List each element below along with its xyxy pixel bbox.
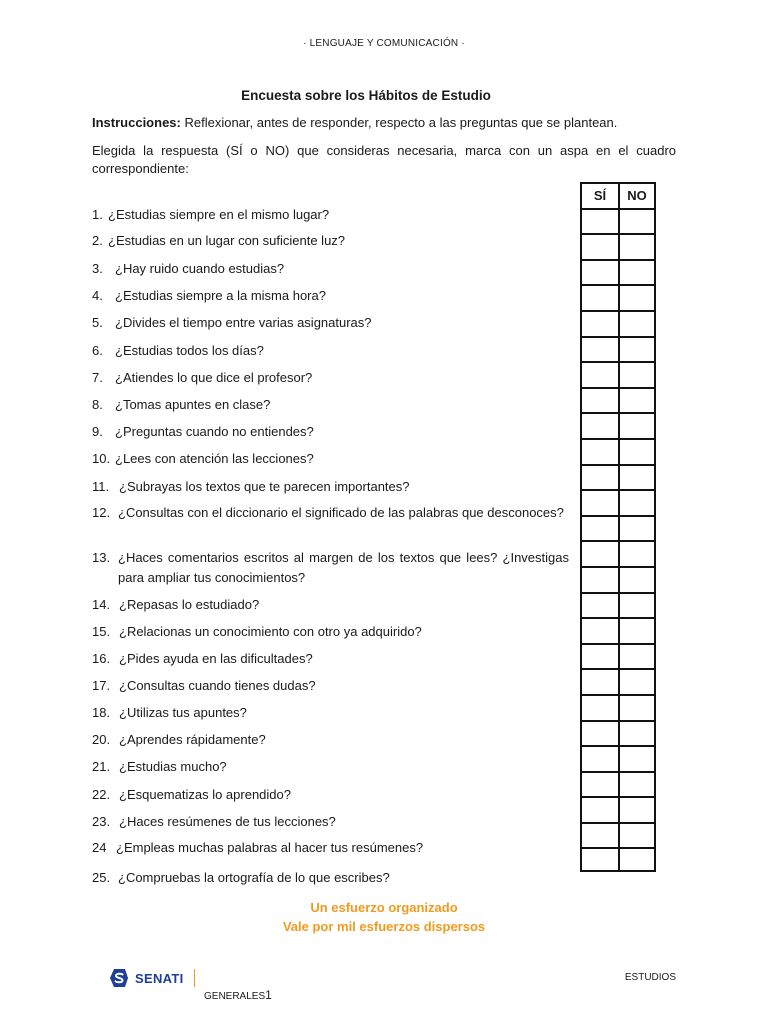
instructions-label: Instrucciones:: [92, 115, 181, 130]
grid-row-line: [580, 208, 656, 210]
motto-line-2: Vale por mil esfuerzos dispersos: [282, 919, 486, 934]
grid-row-line: [580, 771, 656, 773]
question-item: [92, 341, 569, 361]
question-text: ¿Repasas lo estudiado?: [119, 597, 260, 612]
question-number: 18.: [92, 705, 111, 720]
question-text: ¿Esquematizas lo aprendido?: [119, 787, 291, 802]
grid-row-line: [580, 182, 656, 184]
grid-row-line: [580, 438, 656, 440]
question-item: [92, 477, 569, 497]
grid-row-line: [580, 259, 656, 261]
answer-grid: [580, 182, 656, 872]
question-text: ¿Estudias siempre en el mismo lugar?: [108, 207, 330, 222]
grid-row-line: [580, 566, 656, 568]
instructions-text: Reflexionar, antes de responder, respecto a las preguntas que se plantean.: [180, 115, 618, 130]
footer-estudios: ESTUDIOS: [624, 972, 676, 983]
grid-row-line: [580, 668, 656, 670]
question-text: ¿Haces resúmenes de tus lecciones?: [119, 814, 336, 829]
question-text: ¿Hay ruido cuando estudias?: [115, 261, 285, 276]
question-text: ¿Aprendes rápidamente?: [119, 732, 266, 747]
question-number: 3.: [92, 261, 103, 276]
grid-row-line: [580, 870, 656, 872]
grid-row-line: [580, 643, 656, 645]
grid-row-line: [580, 592, 656, 594]
grid-row-line: [580, 310, 656, 312]
logo-divider: [194, 969, 196, 987]
question-number: 6.: [92, 343, 103, 358]
grid-row-line: [580, 617, 656, 619]
question-text: ¿Pides ayuda en las dificultades?: [119, 651, 313, 666]
question-item: [92, 449, 569, 469]
question-number: 12.: [92, 505, 111, 520]
question-item: [92, 205, 569, 225]
question-item: [92, 838, 569, 858]
question-item: [92, 422, 569, 442]
logo-text: SENATI: [135, 970, 184, 986]
grid-row-line: [580, 540, 656, 542]
question-number: 25.: [92, 870, 111, 885]
question-number: 1.: [92, 207, 103, 222]
question-text: ¿Empleas muchas palabras al hacer tus resúmenes?: [116, 840, 424, 855]
question-item: [92, 503, 569, 523]
question-text: ¿Estudias siempre a la misma hora?: [115, 288, 326, 303]
page-number: 1: [265, 988, 272, 1002]
grid-header-no: NO: [627, 188, 647, 203]
motto-line-1: Un esfuerzo organizado: [310, 900, 458, 915]
question-item: [92, 259, 569, 279]
grid-row-line: [580, 387, 656, 389]
grid-row-line: [580, 515, 656, 517]
question-item: [92, 231, 569, 251]
question-item: [92, 730, 569, 750]
question-text: ¿Subrayas los textos que te parecen importantes?: [119, 479, 410, 494]
question-text: ¿Compruebas la ortografía de lo que escribes?: [118, 870, 390, 885]
question-item: [92, 703, 569, 723]
question-item: [92, 812, 569, 832]
question-number: 11.: [92, 479, 110, 494]
grid-row-line: [580, 720, 656, 722]
answer-instructions: Elegida la respuesta (SÍ o NO) que consideras necesaria, marca con un aspa en el cuadro correspondiente:: [92, 143, 676, 176]
question-item: [92, 548, 569, 588]
question-number: 24: [92, 840, 107, 855]
question-text: ¿Preguntas cuando no entiendes?: [115, 424, 314, 439]
question-text: ¿Estudias mucho?: [119, 759, 227, 774]
question-number: 17.: [92, 678, 111, 693]
question-number: 21.: [92, 759, 111, 774]
grid-row-line: [580, 694, 656, 696]
question-text: ¿Haces comentarios escritos al margen de los textos que lees? ¿Investigas para ampliar tus conocimientos?: [118, 550, 569, 585]
question-text: ¿Lees con atención las lecciones?: [115, 451, 314, 466]
question-text: ¿Tomas apuntes en clase?: [115, 397, 271, 412]
survey-title: Encuesta sobre los Hábitos de Estudio: [241, 88, 491, 103]
grid-row-line: [580, 464, 656, 466]
question-number: 4.: [92, 288, 103, 303]
question-text: ¿Relacionas un conocimiento con otro ya adquirido?: [119, 624, 422, 639]
grid-row-line: [580, 336, 656, 338]
question-number: 22.: [92, 787, 111, 802]
question-number: 15.: [92, 624, 111, 639]
question-number: 2.: [92, 233, 103, 248]
question-item: [92, 395, 569, 415]
question-item: [92, 595, 569, 615]
question-text: ¿Consultas con el diccionario el significado de las palabras que desconoces?: [118, 505, 564, 520]
question-text: ¿Estudias en un lugar con suficiente luz?: [108, 233, 346, 248]
generales-text: GENERALES: [204, 991, 266, 1002]
grid-row-line: [580, 822, 656, 824]
question-text: ¿Consultas cuando tienes dudas?: [119, 678, 316, 693]
question-item: [92, 757, 569, 777]
grid-row-line: [580, 847, 656, 849]
question-number: 8.: [92, 397, 103, 412]
question-item: [92, 785, 569, 805]
question-item: [92, 313, 569, 333]
grid-row-line: [580, 745, 656, 747]
grid-row-line: [580, 284, 656, 286]
page-header: · LENGUAJE Y COMUNICACIÓN ·: [303, 38, 465, 49]
question-text: ¿Utilizas tus apuntes?: [119, 705, 247, 720]
question-number: 20.: [92, 732, 111, 747]
question-number: 14.: [92, 597, 111, 612]
question-number: 5.: [92, 315, 103, 330]
question-item: [92, 676, 569, 696]
question-number: 10.: [92, 451, 111, 466]
question-number: 16.: [92, 651, 111, 666]
question-number: 13.: [92, 550, 111, 565]
question-text: ¿Divides el tiempo entre varias asignaturas?: [115, 315, 372, 330]
senati-logo: [108, 966, 195, 990]
grid-header-si: SÍ: [593, 188, 607, 203]
question-text: ¿Estudias todos los días?: [115, 343, 264, 358]
question-number: 9.: [92, 424, 103, 439]
question-item: [92, 286, 569, 306]
instructions: [92, 115, 650, 130]
question-number: 23.: [92, 814, 111, 829]
footer-generales: [204, 988, 272, 1002]
question-item: [92, 868, 569, 888]
grid-row-line: [580, 233, 656, 235]
question-number: 7.: [92, 370, 103, 385]
grid-row-line: [580, 489, 656, 491]
grid-row-line: [580, 412, 656, 414]
question-item: [92, 368, 569, 388]
question-text: ¿Atiendes lo que dice el profesor?: [115, 370, 313, 385]
question-item: [92, 649, 569, 669]
grid-row-line: [580, 796, 656, 798]
senati-logo-icon: [108, 967, 130, 989]
question-item: [92, 622, 569, 642]
grid-row-line: [580, 361, 656, 363]
